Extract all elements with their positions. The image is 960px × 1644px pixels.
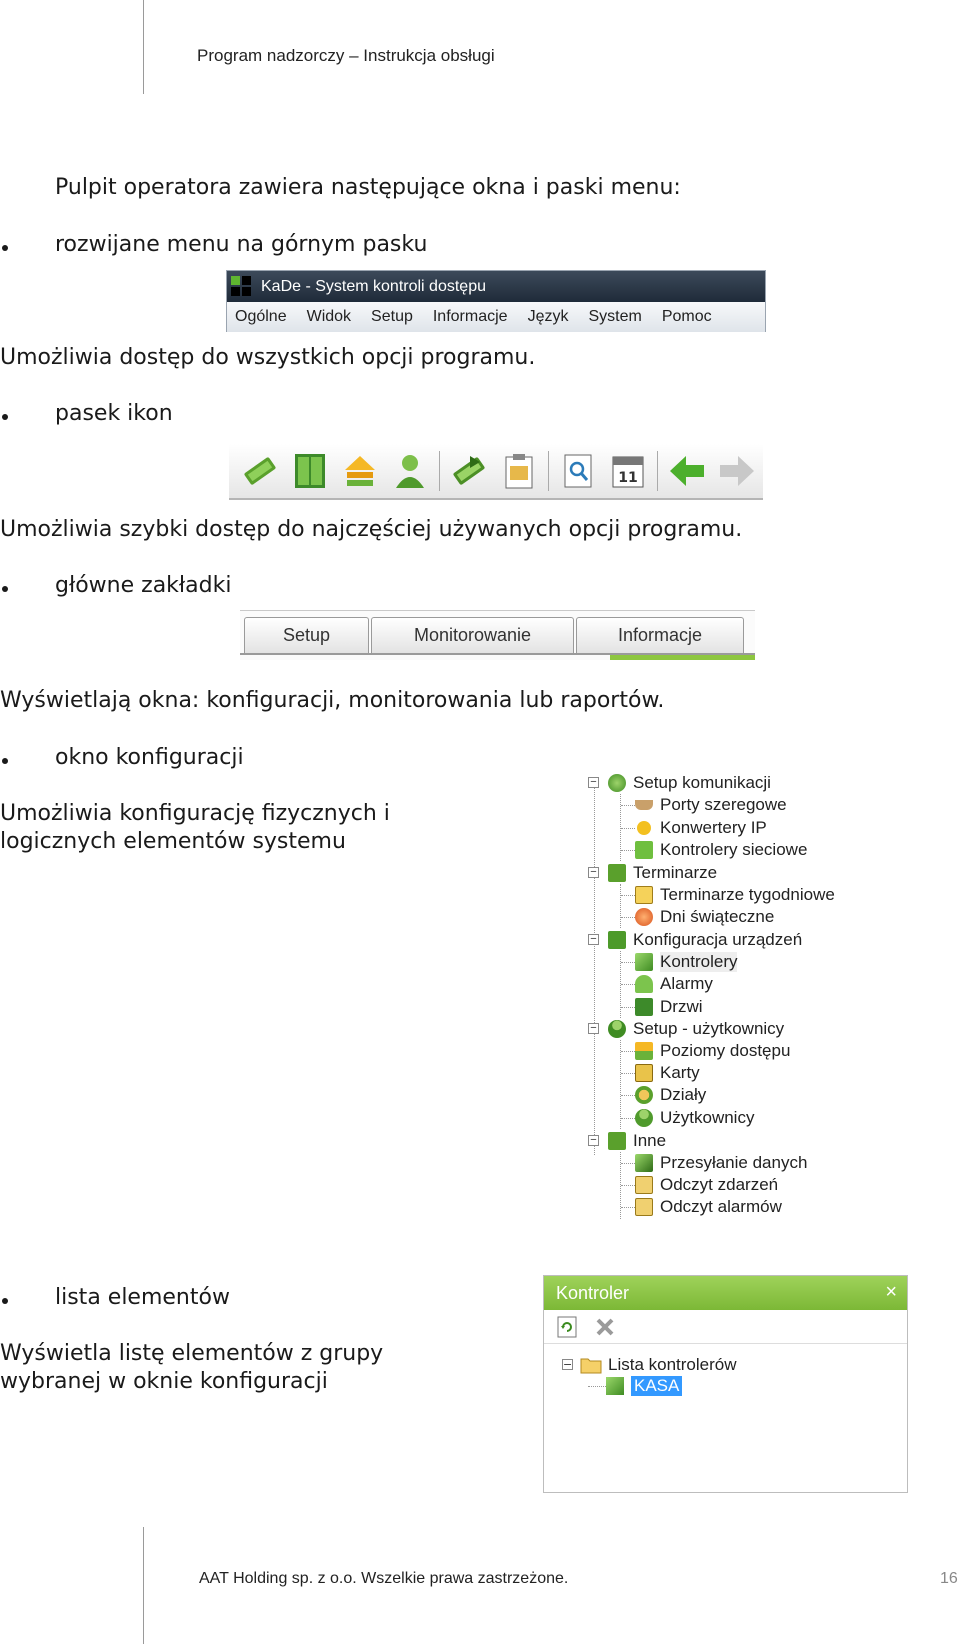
tree-item-odczyt-zdarzen[interactable] xyxy=(635,1174,778,1196)
tree-label: Odczyt alarmów xyxy=(660,1197,782,1216)
bullet xyxy=(2,245,8,251)
close-icon[interactable]: × xyxy=(885,1281,897,1303)
menu-item-ogolne[interactable]: Ogólne xyxy=(235,308,287,325)
menu-item-widok[interactable]: Widok xyxy=(306,308,352,325)
calendar-day: 11 xyxy=(618,470,638,486)
description-config-line2: logicznych elementów systemu xyxy=(0,829,346,854)
tree-label: Odczyt zdarzeń xyxy=(660,1175,779,1194)
user-icon xyxy=(635,1109,653,1127)
bullet-text-config: okno konfiguracji xyxy=(55,745,244,770)
tree-item-setup-komunikacji[interactable] xyxy=(608,772,771,794)
menu-screenshot xyxy=(226,270,766,332)
tree-item-konfiguracja-urzadzen[interactable] xyxy=(608,929,802,951)
bullet-text-list: lista elementów xyxy=(55,1285,230,1310)
description-list-line2: wybranej w oknie konfiguracji xyxy=(0,1369,328,1394)
tab-monitorowanie[interactable]: Monitorowanie xyxy=(371,617,574,653)
intro-text: Pulpit operatora zawiera następujące okna i paski menu: xyxy=(55,175,681,200)
config-tree xyxy=(588,772,908,1222)
tree-label-selected: KASA xyxy=(631,1376,682,1396)
tree-collapse-toggle[interactable]: − xyxy=(588,1135,599,1146)
description-config-line1: Umożliwia konfigurację fizycznych i xyxy=(0,801,390,826)
device-config-icon xyxy=(608,931,626,949)
tab-informacje[interactable]: Informacje xyxy=(576,617,744,653)
tree-collapse-toggle[interactable]: − xyxy=(588,1023,599,1034)
menu-item-system[interactable]: System xyxy=(588,308,642,325)
forward-arrow-icon[interactable] xyxy=(717,451,757,491)
tab-setup[interactable]: Setup xyxy=(244,617,369,653)
door-icon xyxy=(635,998,653,1016)
tree-item-setup-uzytkownicy[interactable] xyxy=(608,1018,784,1040)
tree-item-poziomy-dostepu[interactable] xyxy=(635,1040,790,1062)
tree-item-uzytkownicy[interactable] xyxy=(635,1107,754,1129)
menu-bar xyxy=(227,302,765,332)
weekly-schedule-icon xyxy=(635,886,653,904)
tree-label: Lista kontrolerów xyxy=(608,1355,737,1374)
tree-label: Kontrolery sieciowe xyxy=(660,840,808,859)
bullet-text-toolbar: pasek ikon xyxy=(55,401,173,426)
tree-item-alarmy[interactable] xyxy=(635,973,713,995)
tree-item-odczyt-alarmow[interactable] xyxy=(635,1196,782,1218)
delete-icon[interactable] xyxy=(594,1316,616,1338)
description-toolbar: Umożliwia szybki dostęp do najczęściej używanych opcji programu. xyxy=(0,517,743,542)
tree-item-kasa[interactable] xyxy=(606,1375,682,1397)
tree-label: Terminarze tygodniowe xyxy=(660,885,835,904)
tabs-screenshot xyxy=(240,610,755,660)
card-icon xyxy=(635,1064,653,1082)
controller-icon xyxy=(606,1377,624,1395)
transfer-icon[interactable] xyxy=(449,451,489,491)
footer-divider xyxy=(143,1527,144,1644)
tree-label: Karty xyxy=(660,1063,700,1082)
panel-toolbar xyxy=(544,1310,907,1344)
misc-icon xyxy=(608,1132,626,1150)
data-transfer-icon xyxy=(635,1154,653,1172)
description-menu: Umożliwia dostęp do wszystkich opcji programu. xyxy=(0,345,536,370)
kontroler-panel xyxy=(543,1275,908,1493)
tree-label: Konfiguracja urządzeń xyxy=(633,930,803,949)
door-icon[interactable] xyxy=(290,451,330,491)
window-title: KaDe - System kontroli dostępu xyxy=(261,277,486,295)
tree-label: Inne xyxy=(633,1131,667,1150)
folder-icon xyxy=(580,1356,602,1374)
tree-label: Setup - użytkownicy xyxy=(633,1019,785,1038)
bullet xyxy=(2,1298,8,1304)
tree-item-inne[interactable] xyxy=(608,1130,666,1152)
panel-title: Kontroler xyxy=(556,1282,630,1303)
controller-icon[interactable] xyxy=(240,451,280,491)
bullet xyxy=(2,586,8,592)
bullet-text-tabs: główne zakładki xyxy=(55,573,232,598)
schedule-icon xyxy=(608,864,626,882)
tree-item-terminarze-tygodniowe[interactable] xyxy=(635,884,835,906)
menu-item-pomoc[interactable]: Pomoc xyxy=(661,308,712,325)
header-divider xyxy=(143,0,144,94)
page-number: 16 xyxy=(940,1570,958,1587)
tree-item-terminarze[interactable] xyxy=(608,862,717,884)
tree-item-lista-kontrolerow[interactable] xyxy=(580,1354,737,1376)
panel-titlebar xyxy=(544,1276,907,1310)
description-list-line1: Wyświetla listę elementów z grupy xyxy=(0,1341,384,1366)
menu-item-informacje[interactable]: Informacje xyxy=(432,308,508,325)
window-titlebar xyxy=(227,271,765,302)
tree-item-konwertery-ip[interactable] xyxy=(635,817,767,839)
tree-label: Kontrolery xyxy=(660,952,738,971)
app-logo-icon xyxy=(231,276,253,298)
bullet xyxy=(2,414,8,420)
controller-icon xyxy=(635,953,653,971)
tree-item-drzwi[interactable] xyxy=(635,996,703,1018)
users-icon xyxy=(608,1020,626,1038)
tree-collapse-toggle[interactable]: − xyxy=(588,934,599,945)
tree-item-porty-szeregowe[interactable] xyxy=(635,794,787,816)
holiday-icon xyxy=(635,908,653,926)
alarms-read-icon xyxy=(635,1198,653,1216)
tree-item-kontrolery-sieciowe[interactable] xyxy=(635,839,807,861)
description-tabs: Wyświetlają okna: konfiguracji, monitorowania lub raportów. xyxy=(0,688,665,713)
menu-item-jezyk[interactable]: Język xyxy=(527,308,569,325)
tree-collapse-toggle[interactable]: − xyxy=(588,777,599,788)
back-arrow-icon[interactable] xyxy=(667,451,707,491)
tree-item-przesylanie-danych[interactable] xyxy=(635,1152,807,1174)
tree-item-dzialy[interactable] xyxy=(635,1084,706,1106)
globe-icon xyxy=(608,774,626,792)
tree-label: Porty szeregowe xyxy=(660,795,787,814)
refresh-icon[interactable] xyxy=(556,1316,578,1338)
tree-label: Poziomy dostępu xyxy=(660,1041,791,1060)
tree-collapse-toggle[interactable]: − xyxy=(588,867,599,878)
tree-label: Użytkownicy xyxy=(660,1108,755,1127)
serial-port-icon xyxy=(635,800,653,810)
toolbar-screenshot xyxy=(229,444,763,500)
access-level-icon xyxy=(635,1042,653,1060)
alarm-icon xyxy=(635,975,653,993)
tree-item-dni-swiateczne[interactable] xyxy=(635,906,774,928)
active-indicator xyxy=(610,655,755,660)
user-icon[interactable] xyxy=(390,451,430,491)
calendar-icon[interactable] xyxy=(608,451,648,491)
menu-item-setup[interactable]: Setup xyxy=(371,308,413,325)
events-read-icon xyxy=(635,1176,653,1194)
tree-label: Alarmy xyxy=(660,974,713,993)
tree-label: Drzwi xyxy=(660,997,703,1016)
toolbar-separator xyxy=(548,451,549,491)
tree-item-kontrolery[interactable] xyxy=(635,951,737,973)
page-header: Program nadzorczy – Instrukcja obsługi xyxy=(197,46,495,65)
events-icon[interactable] xyxy=(499,451,539,491)
toolbar-separator xyxy=(439,451,440,491)
ip-converter-icon xyxy=(637,821,651,835)
access-level-icon[interactable] xyxy=(340,451,380,491)
tree-label: Setup komunikacji xyxy=(633,773,771,792)
tree-label: Terminarze xyxy=(633,863,718,882)
tree-collapse-toggle[interactable]: − xyxy=(563,1358,573,1371)
bullet-text-menu: rozwijane menu na górnym pasku xyxy=(55,232,428,257)
tree-label: Przesyłanie danych xyxy=(660,1153,808,1172)
departments-icon xyxy=(635,1086,653,1104)
preview-icon[interactable] xyxy=(558,451,598,491)
tree-item-karty[interactable] xyxy=(635,1062,700,1084)
tree-label: Dni świąteczne xyxy=(660,907,775,926)
toolbar-separator xyxy=(657,451,658,491)
tree-label: Konwertery IP xyxy=(660,818,767,837)
bullet xyxy=(2,758,8,764)
network-controller-icon xyxy=(635,841,653,859)
footer-company: AAT Holding sp. z o.o. Wszelkie prawa zastrzeżone. xyxy=(199,1570,569,1587)
tree-label: Działy xyxy=(660,1085,707,1104)
